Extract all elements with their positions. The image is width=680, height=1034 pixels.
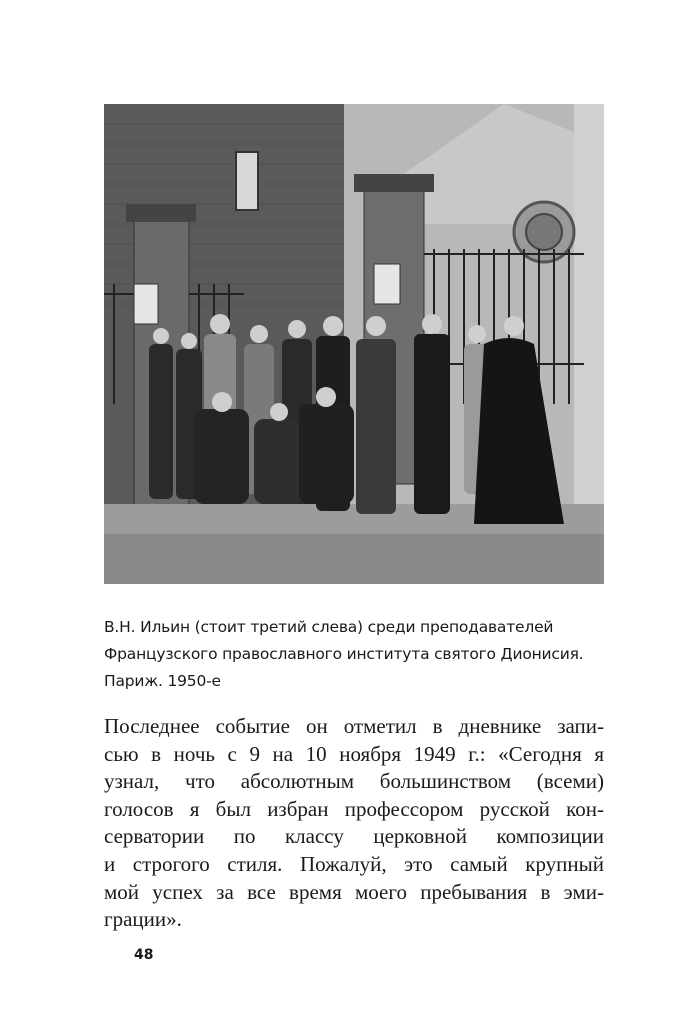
plaque-right xyxy=(374,264,400,304)
caption-line: Париж. 1950-е xyxy=(104,672,221,690)
caption-line: Французского православного института святого Дионисия. xyxy=(104,645,584,663)
body-line: серватории по классу церковной композиции xyxy=(104,824,604,849)
photo-illustration xyxy=(104,104,604,584)
body-line: грации». xyxy=(104,907,182,932)
body-line: и строгого стиля. Пожалуй, это самый крупный xyxy=(104,851,604,876)
window xyxy=(236,152,258,210)
archival-photo xyxy=(104,104,604,584)
page-number: 48 xyxy=(134,947,154,963)
body-line: мой успех за все время моего пребывания в эми- xyxy=(104,879,604,904)
plaque-left xyxy=(134,284,158,324)
body-line: узнал, что абсолютным большинством (всеми) xyxy=(104,769,604,794)
body-line: Последнее событие он отметил в дневнике запи- xyxy=(104,714,604,738)
photo-caption xyxy=(104,614,604,695)
body-line: голосов я был избран профессором русской кон- xyxy=(104,796,604,821)
caption-line: В.Н. Ильин (стоит третий слева) среди преподавателей xyxy=(104,618,554,636)
people-group xyxy=(149,314,564,524)
body-paragraph xyxy=(104,713,604,934)
body-line: сью в ночь с 9 на 10 ноября 1949 г.: «Сегодня я xyxy=(104,741,604,766)
